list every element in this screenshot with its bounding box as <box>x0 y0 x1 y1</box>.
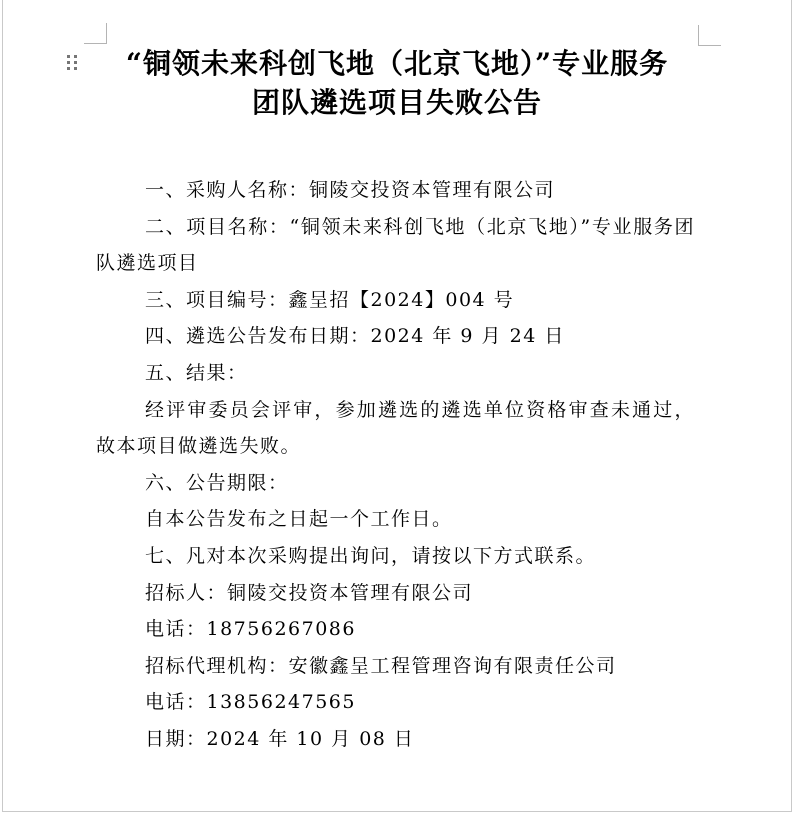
drag-dot <box>74 67 77 70</box>
paragraph-result-detail: 经评审委员会评审，参加遴选的遴选单位资格审查未通过，故本项目做遴选失败。 <box>96 398 695 458</box>
margin-corner-mark-top-left-icon <box>84 23 107 44</box>
title-line-2: 团队遴选项目失败公告 <box>251 86 542 119</box>
paragraph-announcement-date: 四、遴选公告发布日期：2024 年 9 月 24 日 <box>145 325 565 348</box>
drag-dot <box>67 61 70 64</box>
drag-dot <box>74 55 77 58</box>
paragraph-period-heading: 六、公告期限： <box>145 471 289 494</box>
paragraph-project-number: 三、项目编号：鑫呈招【2024】004 号 <box>145 288 515 311</box>
paragraph-period-detail: 自本公告发布之日起一个工作日。 <box>145 508 453 531</box>
paragraph-agency: 招标代理机构：安徽鑫呈工程管理咨询有限责任公司 <box>145 654 617 677</box>
paragraph-purchaser: 一、采购人名称：铜陵交投资本管理有限公司 <box>145 179 556 201</box>
paragraph-date: 日期：2024 年 10 月 08 日 <box>145 727 415 750</box>
paragraph-tenderer: 招标人：铜陵交投资本管理有限公司 <box>145 581 474 604</box>
drag-dot <box>67 67 70 70</box>
paragraph-agency-phone: 电话：13856247565 <box>145 691 356 714</box>
drag-dot <box>67 55 70 58</box>
margin-corner-mark-top-right-icon <box>698 25 721 46</box>
paragraph-result-heading: 五、结果： <box>145 361 248 384</box>
paragraph-project-name: 二、项目名称：“铜领未来科创飞地（北京飞地）”专业服务团队遴选项目 <box>96 215 695 275</box>
title-line-1: “铜领未来科创飞地（北京飞地）”专业服务 <box>125 47 669 80</box>
paragraph-tenderer-phone: 电话：18756267086 <box>145 618 356 641</box>
drag-handle-icon[interactable] <box>67 55 77 70</box>
document-title <box>3 0 791 122</box>
document-body <box>3 172 791 758</box>
paragraph-contact-heading: 七、凡对本次采购提出询问，请按以下方式联系。 <box>145 544 597 567</box>
drag-dot <box>74 61 77 64</box>
document-page <box>2 0 792 812</box>
